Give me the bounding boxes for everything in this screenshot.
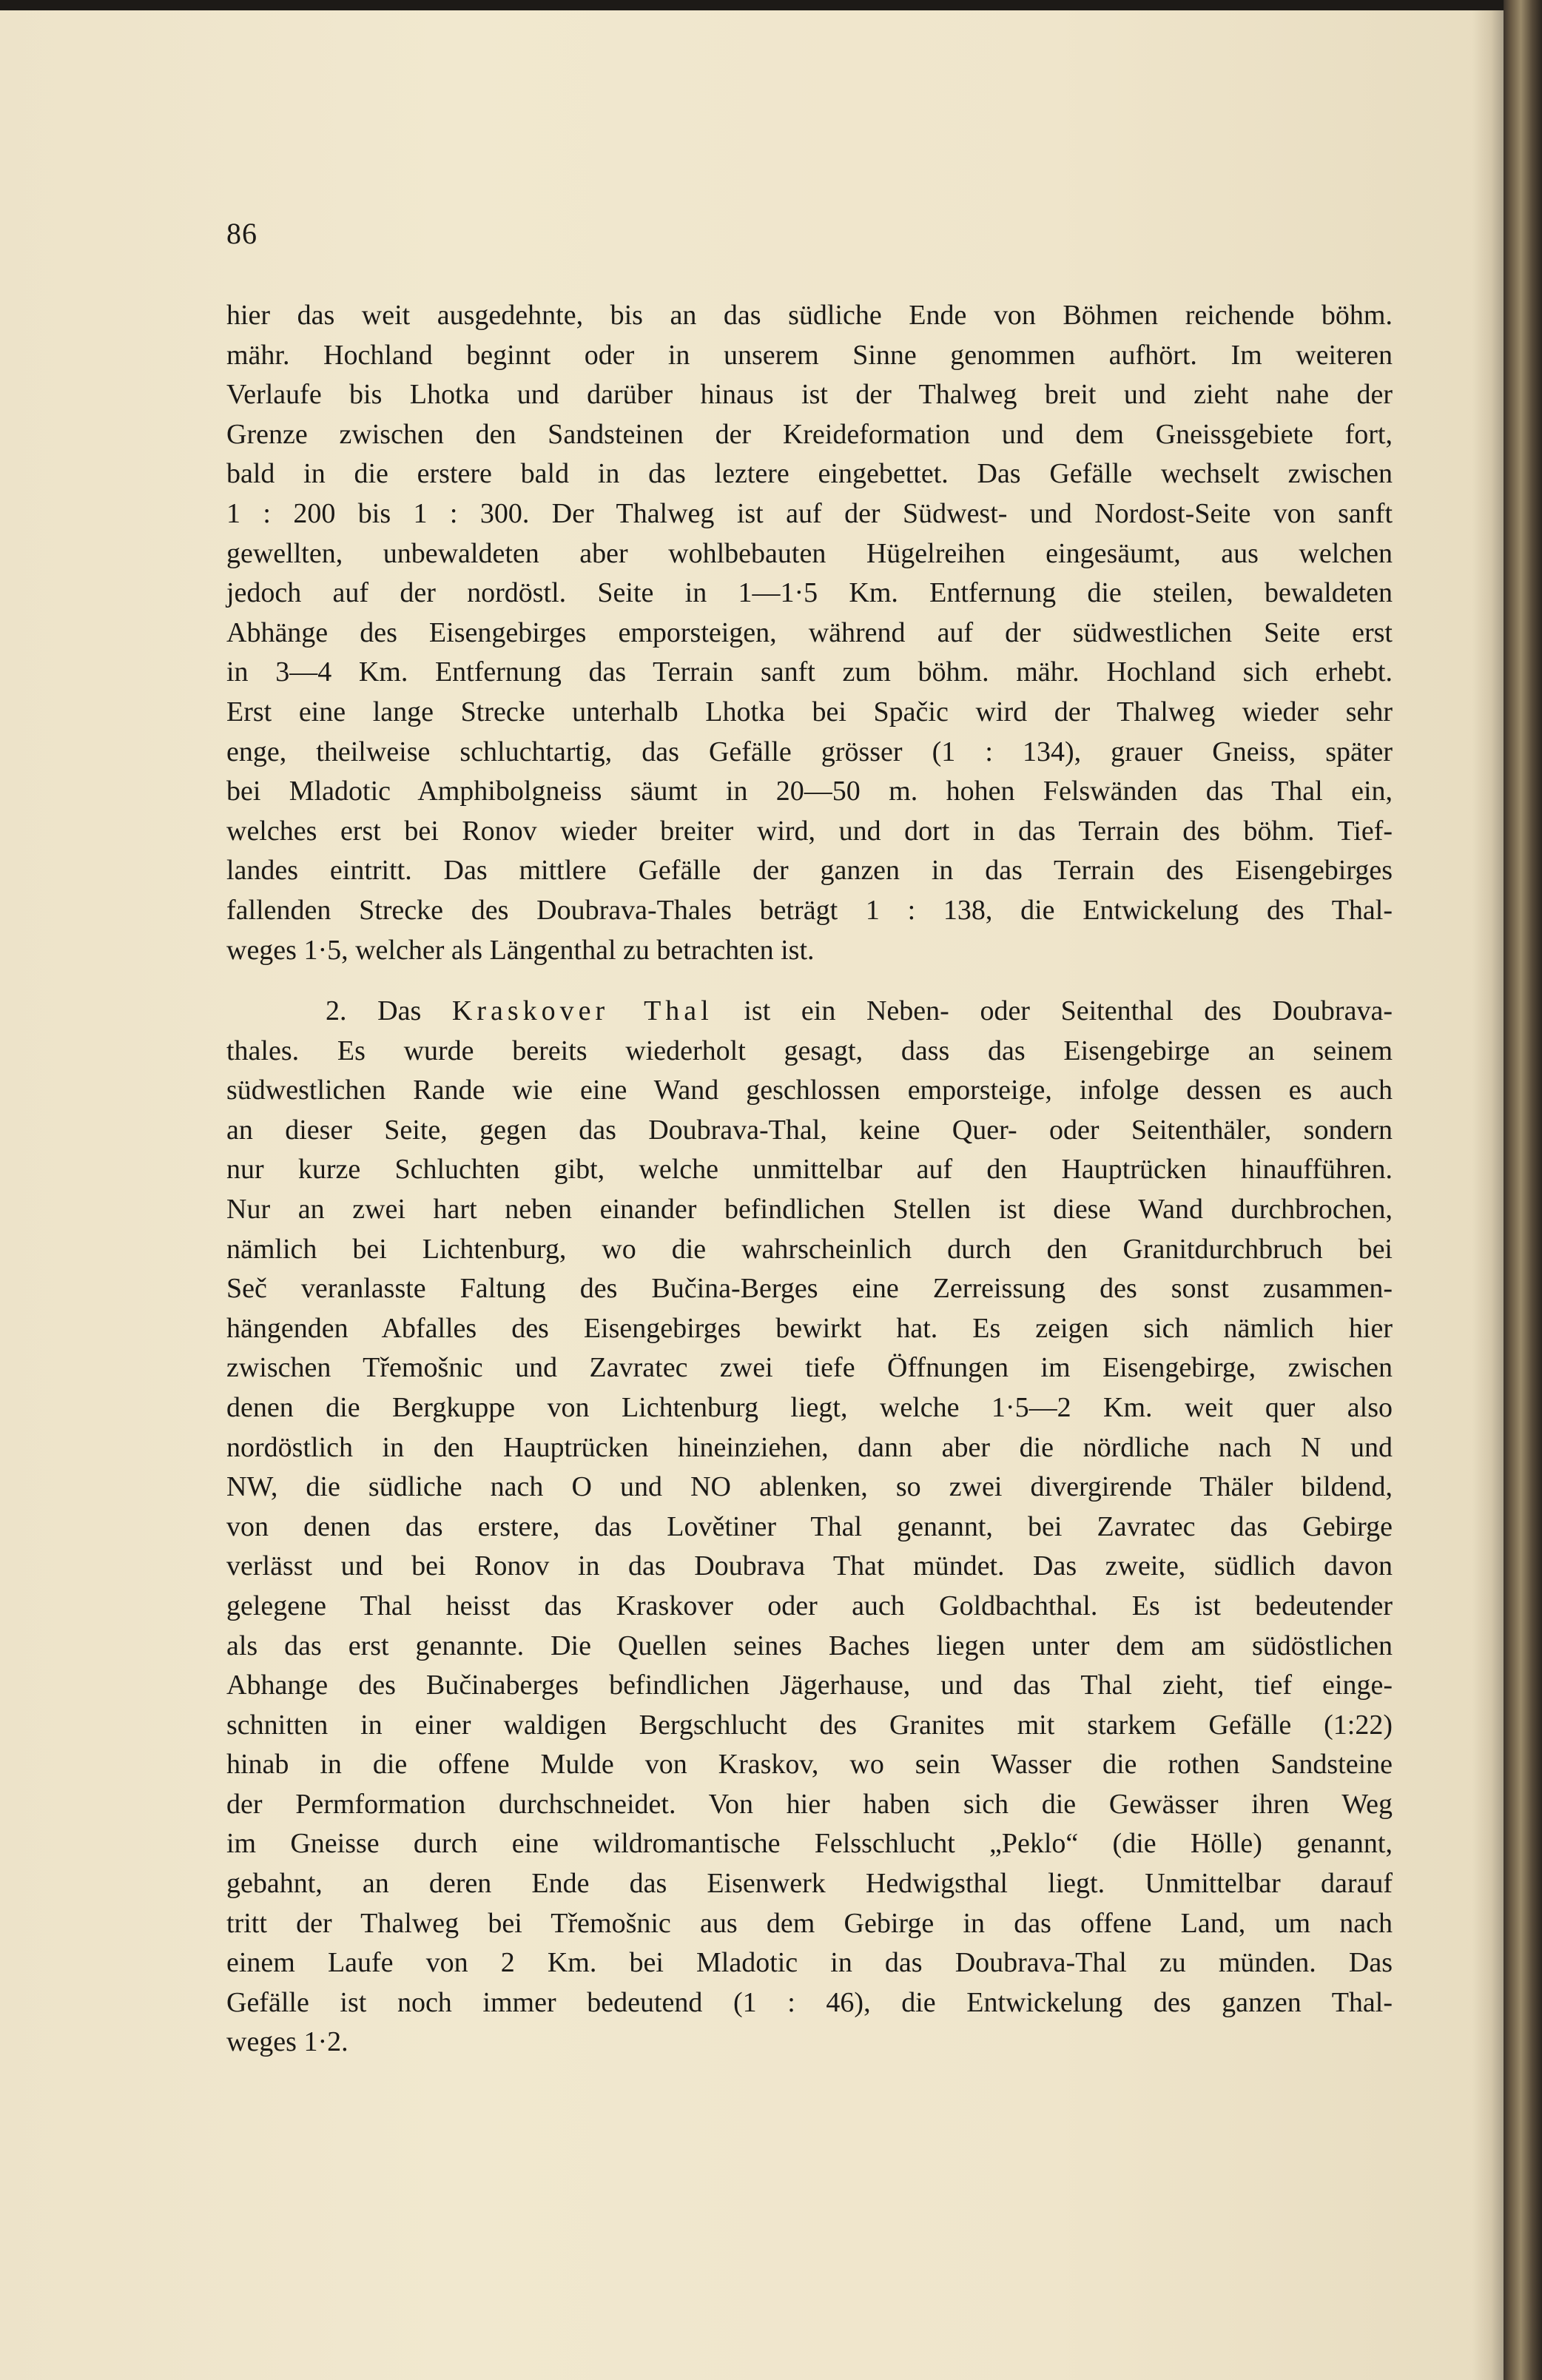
text-line: in 3—4 Km. Entfernung das Terrain sanft zum böhm. mähr. Hochland sich erhebt.: [226, 656, 1393, 688]
text-line: Verlaufe bis Lhotka und darüber hinaus ist der Thalweg breit und zieht nahe der: [226, 379, 1393, 411]
text-line: denen die Bergkuppe von Lichtenburg liegt, welche 1·5—2 Km. weit quer also: [226, 1391, 1393, 1423]
paragraph-kraskover-thal: [226, 992, 1393, 2063]
paragraph-doubrava-thal: [226, 296, 1393, 970]
text-line: von denen das erstere, das Lovětiner Thal genannt, bei Zavratec das Gebirge: [226, 1510, 1393, 1542]
text-line: enge, theilweise schluchtartig, das Gefälle grösser (1 : 134), grauer Gneiss, später: [226, 736, 1393, 767]
text-line: weges 1·2.: [226, 2026, 349, 2058]
section-title-spaced: Kraskover Thal: [451, 995, 713, 1026]
book-spine: [1504, 0, 1542, 2380]
text-line: gebahnt, an deren Ende das Eisenwerk Hedwigsthal liegt. Unmittelbar darauf: [226, 1868, 1393, 1900]
page-number: 86: [226, 217, 257, 250]
text-line: bald in die erstere bald in das leztere eingebettet. Das Gefälle wechselt zwischen: [226, 458, 1393, 490]
text-line: nordöstlich in den Hauptrücken hineinziehen, dann aber die nördliche nach N und: [226, 1431, 1393, 1463]
text-line: Nur an zwei hart neben einander befindlichen Stellen ist diese Wand durchbrochen,: [226, 1193, 1393, 1225]
text-line: fallenden Strecke des Doubrava-Thales beträgt 1 : 138, die Entwickelung des Thal-: [226, 894, 1393, 926]
text-line: hängenden Abfalles des Eisengebirges bewirkt hat. Es zeigen sich nämlich hier: [226, 1312, 1393, 1344]
text-line: südwestlichen Rande wie eine Wand geschlossen emporsteige, infolge dessen es auch: [226, 1075, 1393, 1106]
text-line: Seč veranlasste Faltung des Bučina-Berges eine Zerreissung des sonst zusammen-: [226, 1273, 1393, 1305]
top-edge: [0, 0, 1542, 10]
text-line: als das erst genannte. Die Quellen seines Baches liegen unter dem am südöstlichen: [226, 1630, 1393, 1661]
text-line: nämlich bei Lichtenburg, wo die wahrscheinlich durch den Granitdurchbruch bei: [226, 1233, 1393, 1265]
text-line: NW, die südliche nach O und NO ablenken, so zwei divergirende Thäler bildend,: [226, 1471, 1393, 1503]
text-line: einem Laufe von 2 Km. bei Mladotic in das Doubrava-Thal zu münden. Das: [226, 1947, 1393, 1979]
text-line: jedoch auf der nordöstl. Seite in 1—1·5 Km. Entfernung die steilen, bewaldeten: [226, 577, 1393, 609]
text-line: hier das weit ausgedehnte, bis an das südliche Ende von Böhmen reichende böhm.: [226, 300, 1393, 331]
text-line: welches erst bei Ronov wieder breiter wird, und dort in das Terrain des böhm. Tief-: [226, 815, 1393, 847]
text-line: bei Mladotic Amphibolgneiss säumt in 20—50 m. hohen Felswänden das Thal ein,: [226, 776, 1393, 807]
text-line: thales. Es wurde bereits wiederholt gesagt, dass das Eisengebirge an seinem: [226, 1035, 1393, 1066]
text-line: Abhange des Bučinaberges befindlichen Jägerhause, und das Thal zieht, tief einge-: [226, 1670, 1393, 1701]
text-line: schnitten in einer waldigen Bergschlucht des Granites mit starkem Gefälle (1:22): [226, 1709, 1393, 1741]
text-line: landes eintritt. Das mittlere Gefälle der ganzen in das Terrain des Eisengebirges: [226, 855, 1393, 887]
section-heading-line: [226, 992, 1393, 1032]
text-line: mähr. Hochland beginnt oder in unserem Sinne genommen aufhört. Im weiteren: [226, 339, 1393, 371]
text-line: 1 : 200 bis 1 : 300. Der Thalweg ist auf der Südwest- und Nordost-Seite von sanft: [226, 497, 1393, 529]
text-line: der Permformation durchschneidet. Von hier haben sich die Gewässer ihren Weg: [226, 1788, 1393, 1820]
text-line: Erst eine lange Strecke unterhalb Lhotka bei Spačic wird der Thalweg wieder sehr: [226, 696, 1393, 727]
text-line: Abhänge des Eisengebirges emporsteigen, während auf der südwestlichen Seite erst: [226, 616, 1393, 648]
page-gutter-shadow: [1472, 10, 1504, 2380]
text-line: im Gneisse durch eine wildromantische Felsschlucht „Peklo“ (die Hölle) genannt,: [226, 1828, 1393, 1860]
text-line: zwischen Třemošnic und Zavratec zwei tiefe Öffnungen im Eisengebirge, zwischen: [226, 1352, 1393, 1384]
text-line: gelegene Thal heisst das Kraskover oder auch Goldbachthal. Es ist bedeutender: [226, 1590, 1393, 1621]
text-line: weges 1·5, welcher als Längenthal zu betrachten ist.: [226, 934, 815, 966]
text-line: tritt der Thalweg bei Třemošnic aus dem Gebirge in das offene Land, um nach: [226, 1907, 1393, 1939]
section-number-text: 2. Das: [326, 995, 452, 1026]
section-heading-rest: ist ein Neben- oder Seitenthal des Doubrava-: [713, 995, 1393, 1026]
text-line: nur kurze Schluchten gibt, welche unmittelbar auf den Hauptrücken hinaufführen.: [226, 1154, 1393, 1186]
text-line: Grenze zwischen den Sandsteinen der Kreideformation und dem Gneissgebiete fort,: [226, 418, 1393, 450]
text-line: Gefälle ist noch immer bedeutend (1 : 46), die Entwickelung des ganzen Thal-: [226, 1986, 1393, 2018]
text-line: an dieser Seite, gegen das Doubrava-Thal, keine Quer- oder Seitenthäler, sondern: [226, 1114, 1393, 1146]
text-line: gewellten, unbewaldeten aber wohlbebauten Hügelreihen eingesäumt, aus welchen: [226, 537, 1393, 569]
text-line: hinab in die offene Mulde von Kraskov, wo sein Wasser die rothen Sandsteine: [226, 1749, 1393, 1781]
text-line: verlässt und bei Ronov in das Doubrava That mündet. Das zweite, südlich davon: [226, 1550, 1393, 1582]
